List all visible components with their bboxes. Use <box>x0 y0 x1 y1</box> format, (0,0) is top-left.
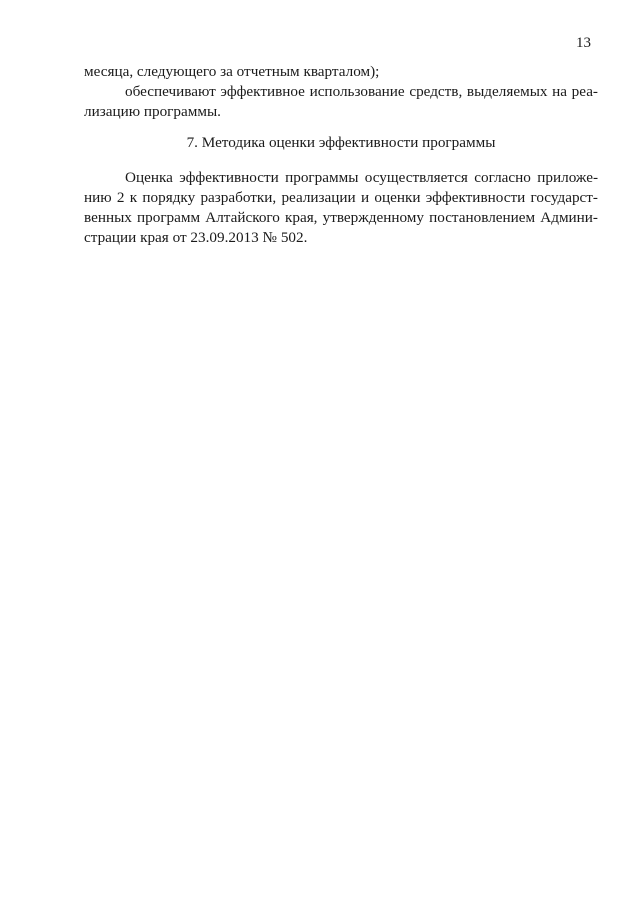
text-line-effective-use: обеспечивают эффективное использование средств, выделяемых на реа- <box>125 83 598 100</box>
paragraph-line-4: страции края от 23.09.2013 № 502. <box>84 229 308 246</box>
page-number: 13 <box>576 35 591 51</box>
paragraph-line-1: Оценка эффективности программы осуществляется согласно приложе- <box>125 169 598 186</box>
paragraph-line-3: венных программ Алтайского края, утвержденному постановлением Админи- <box>84 209 598 226</box>
section-heading: 7. Методика оценки эффективности программы <box>186 134 496 151</box>
text-line-quarter: месяца, следующего за отчетным кварталом); <box>84 63 380 80</box>
text-line-program-implementation: лизацию программы. <box>84 103 221 120</box>
paragraph-line-2: нию 2 к порядку разработки, реализации и оценки эффективности государст- <box>84 189 598 206</box>
